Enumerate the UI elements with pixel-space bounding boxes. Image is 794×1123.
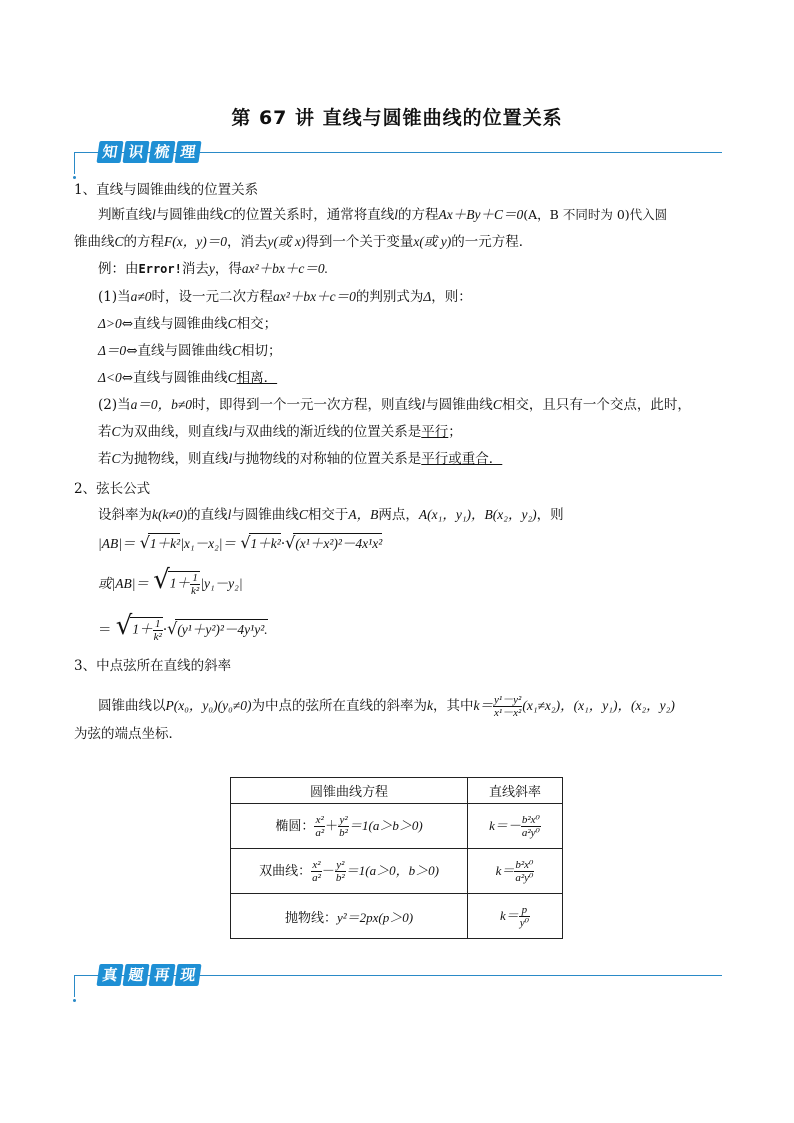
table-header: 圆锥曲线方程	[231, 778, 468, 804]
table-cell: k＝－ $\frac{\text{b²x⁰}}{\text{a²y⁰}}$	[468, 804, 563, 849]
divider-dot	[73, 999, 76, 1002]
case-1-line: (1)当a≠0时，设一元二次方程ax²＋bx＋c＝0的判别式为Δ，则：	[98, 289, 472, 305]
chord-intro: 设斜率为k(k≠0)的直线l与圆锥曲线C相交于A，B两点，A(x₁，y₁)，B(x₂，y₂)，则	[98, 507, 564, 523]
chord-formula-1: |AB|＝ √1＋k²|x₁－x₂|＝ √1＋k²·√(x¹＋x²)²－4x¹x²	[98, 533, 383, 552]
example-line: 例：由Error!消去y，得ax²＋bx＋c＝0.	[98, 261, 329, 277]
table-row	[231, 804, 563, 849]
table-row	[231, 849, 563, 894]
case-2-hyperbola: 若C为双曲线，则直线l与双曲线的渐近线的位置关系是平行；	[98, 424, 462, 440]
chord-formula-2: 或|AB|＝ √1＋ $\frac{1}{\text{k²}}$ |y₁－y₂|	[98, 565, 243, 598]
table-cell: k＝ $\frac{p}{\text{y⁰}}$	[468, 894, 563, 939]
paragraph-1-line-2: 锥曲线C的方程F(x，y)＝0，消去y(或 x)得到一个关于变量x(或 y)的一元方程．	[74, 234, 533, 250]
table-header-row	[231, 778, 563, 804]
case-1-result-3: Δ<0⇔直线与圆锥曲线C相离．	[98, 370, 278, 386]
divider-dot	[73, 176, 76, 179]
table-cell: 椭圆： $\frac{\text{x²}}{\text{a²}}$ ＋ $\frac{\text{y²}}{\text{b²}}$ ＝1(a＞b＞0)	[231, 804, 468, 849]
section-divider-left	[74, 975, 75, 997]
table-header: 直线斜率	[468, 778, 563, 804]
midpoint-chord-line-2: 为弦的端点坐标．	[74, 726, 182, 742]
page-title: 第 67 讲 直线与圆锥曲线的位置关系	[231, 107, 563, 129]
heading-3: 3、中点弦所在直线的斜率	[74, 658, 232, 674]
table-cell: k＝ $\frac{\text{b²x⁰}}{\text{a²y⁰}}$	[468, 849, 563, 894]
case-1-result-2: Δ＝0⇔直线与圆锥曲线C相切；	[98, 343, 282, 359]
table-row	[231, 894, 563, 939]
chord-formula-3: ＝ √1＋ $\frac{1}{\text{k²}}$ ·√(y¹＋y²)²－4y¹y².	[98, 611, 268, 644]
case-2-parabola: 若C为抛物线，则直线l与抛物线的对称轴的位置关系是平行或重合．	[98, 451, 503, 467]
midpoint-chord-line: 圆锥曲线以P(x₀，y₀)(y₀≠0)为中点的弦所在直线的斜率为k，其中k＝ $\frac{\text{y¹－y²}}{\text{x¹－x²}}$ (x₁≠x₂)，(x₁，y₁)，(x₂，y₂)	[98, 694, 675, 719]
heading-2: 2、弦长公式	[74, 481, 151, 497]
slope-table	[230, 777, 563, 939]
case-1-result-1: Δ>0⇔直线与圆锥曲线C相交；	[98, 316, 278, 332]
section-badge-exam: 真 题 再 现	[98, 964, 200, 986]
paragraph-1-line-1: 判断直线l与圆锥曲线C的位置关系时，通常将直线l的方程Ax＋By＋C＝0(A，B 不同时为 0)代入圆	[98, 207, 668, 223]
case-2-line: (2)当a＝0，b≠0时，即得到一个一元一次方程，则直线l与圆锥曲线C相交，且只有一个交点，此时，	[98, 397, 691, 413]
section-divider-left	[74, 152, 75, 174]
table-cell: 抛物线：y²＝2px(p＞0)	[231, 894, 468, 939]
section-badge-knowledge: 知 识 梳 理	[98, 141, 200, 163]
heading-1: 1、直线与圆锥曲线的位置关系	[74, 182, 259, 198]
table-cell: 双曲线： $\frac{\text{x²}}{\text{a²}}$ － $\frac{\text{y²}}{\text{b²}}$ ＝1(a＞0，b＞0)	[231, 849, 468, 894]
